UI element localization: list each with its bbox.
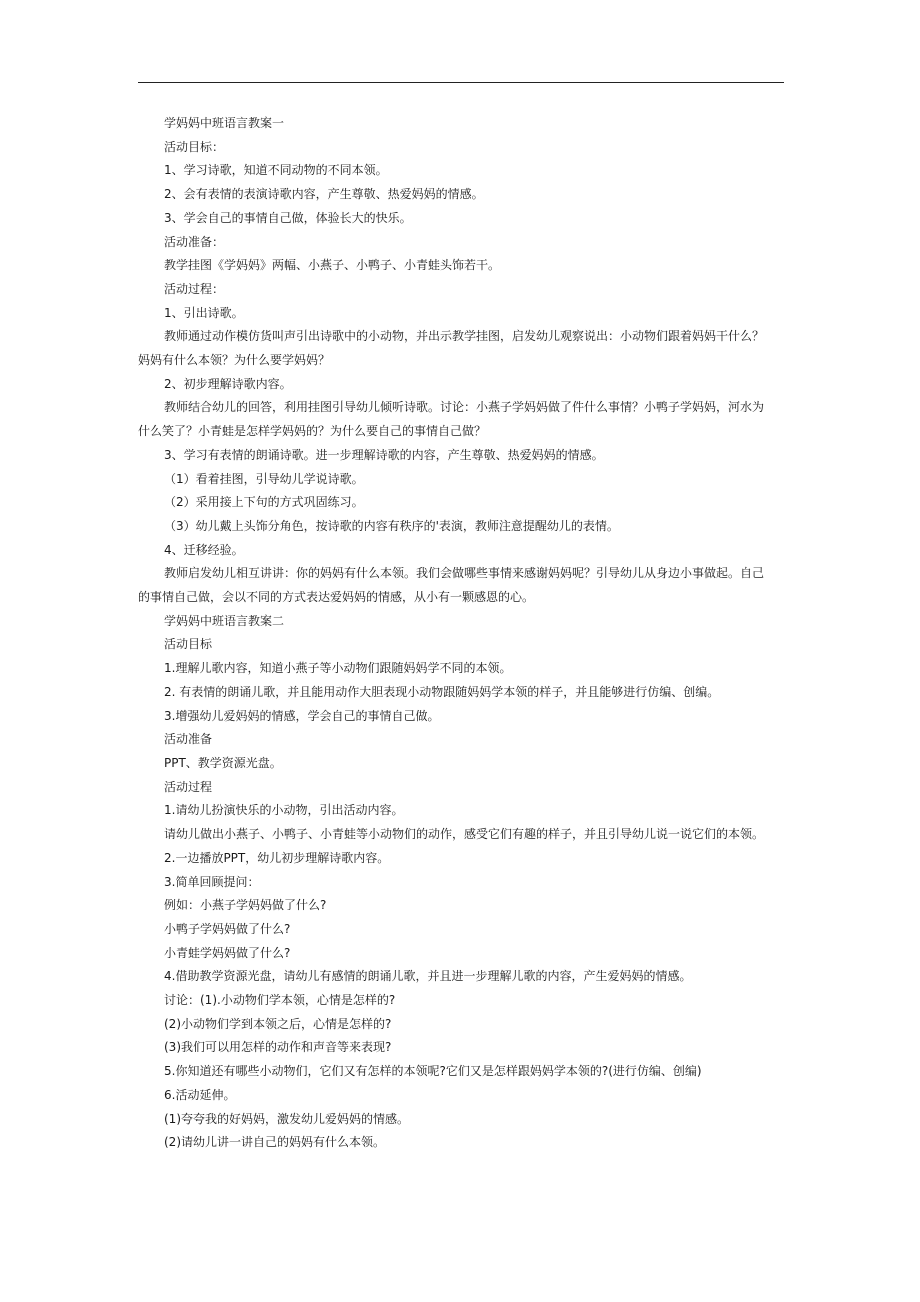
text-line: PPT、教学资源光盘。 [164, 755, 282, 770]
text-line: 5.你知道还有哪些小动物们，它们又有怎样的本领呢?它们又是怎样跟妈妈学本领的?(进行仿编、创编) [164, 1064, 702, 1079]
text-line: 学妈妈中班语言教案二 [164, 613, 285, 628]
text-line: 3.简单回顾提问： [164, 874, 260, 889]
text-line: 1.请幼儿扮演快乐的小动物，引出活动内容。 [164, 803, 404, 818]
text-line: 教师结合幼儿的回答，利用挂图引导幼儿倾听诗歌。讨论：小燕子学妈妈做了件什么事情？小鸭子学妈妈，河水为 [164, 400, 765, 415]
text-line: 妈妈有什么本领？为什么要学妈妈？ [138, 353, 331, 368]
text-line: (2)请幼儿讲一讲自己的妈妈有什么本领。 [164, 1135, 385, 1150]
text-line: 教师启发幼儿相互讲讲：你的妈妈有什么本领。我们会做哪些事情来感谢妈妈呢？引导幼儿从身边小事做起。自己 [164, 566, 765, 581]
text-line: 小青蛙学妈妈做了什么? [164, 945, 291, 960]
text-line: 教学挂图《学妈妈》两幅、小燕子、小鸭子、小青蛙头饰若干。 [164, 258, 501, 273]
text-line: 2、会有表情的表演诗歌内容，产生尊敬、热爱妈妈的情感。 [164, 187, 484, 202]
text-line: 3.增强幼儿爱妈妈的情感，学会自己的事情自己做。 [164, 708, 440, 723]
text-line: 什么笑了？小青蛙是怎样学妈妈的？为什么要自己的事情自己做？ [138, 424, 487, 439]
text-line: 活动过程 [164, 779, 213, 794]
text-line: （3）幼儿戴上头饰分角色，按诗歌的内容有秩序的'表演，教师注意提醒幼儿的表情。 [164, 518, 619, 533]
text-line: 2、初步理解诗歌内容。 [164, 376, 292, 391]
text-line: 4、迁移经验。 [164, 542, 244, 557]
document-body [138, 112, 794, 1155]
text-line: 活动准备 [164, 732, 213, 747]
text-line: 学妈妈中班语言教案一 [164, 116, 285, 130]
text-line: 活动准备： [164, 234, 225, 249]
text-line: (3)我们可以用怎样的动作和声音等来表现? [164, 1040, 392, 1055]
text-line: 例如：小燕子学妈妈做了什么? [164, 898, 327, 913]
text-line: 3、学会自己的事情自己做，体验长大的快乐。 [164, 210, 412, 225]
text-line: 2.一边播放PPT，幼儿初步理解诗歌内容。 [164, 850, 390, 865]
text-line: 教师通过动作模仿货叫声引出诗歌中的小动物，并出示教学挂图，启发幼儿观察说出：小动物们跟着妈妈干什么？ [164, 329, 765, 344]
text-line: 1、引出诗歌。 [164, 305, 244, 320]
text-line: 3、学习有表情的朗诵诗歌。进一步理解诗歌的内容，产生尊敬、热爱妈妈的情感。 [164, 447, 604, 462]
text-line: 1、学习诗歌，知道不同动物的不同本领。 [164, 163, 388, 178]
text-line: 的事情自己做，会以不同的方式表达爱妈妈的情感，从小有一颗感恩的心。 [138, 590, 535, 605]
header-rule [138, 82, 784, 83]
text-line: （2）采用接上下句的方式巩固练习。 [164, 495, 364, 510]
text-line: (2)小动物们学到本领之后，心情是怎样的? [164, 1016, 392, 1031]
text-line: 活动目标： [164, 139, 225, 154]
text-line: (1)夸夸我的好妈妈，激发幼儿爱妈妈的情感。 [164, 1111, 409, 1126]
text-line: 请幼儿做出小燕子、小鸭子、小青蛙等小动物们的动作，感受它们有趣的样子，并且引导幼儿说一说它们的本领。 [164, 827, 765, 842]
text-line: 活动过程： [164, 281, 225, 296]
text-line: 活动目标 [164, 637, 213, 652]
text-line: 1.理解儿歌内容，知道小燕子等小动物们跟随妈妈学不同的本领。 [164, 661, 512, 676]
text-line: （1）看着挂图，引导幼儿学说诗歌。 [164, 471, 364, 486]
text-line: 4.借助教学资源光盘，请幼儿有感情的朗诵儿歌，并且进一步理解儿歌的内容，产生爱妈妈的情感。 [164, 969, 692, 984]
text-line: 小鸭子学妈妈做了什么? [164, 921, 291, 936]
text-line: 讨论：(1).小动物们学本领，心情是怎样的? [164, 993, 396, 1008]
text-line: 6.活动延伸。 [164, 1087, 236, 1102]
text-line: 2. 有表情的朗诵儿歌，并且能用动作大胆表现小动物跟随妈妈学本领的样子，并且能够进行仿编、创编。 [164, 684, 720, 699]
